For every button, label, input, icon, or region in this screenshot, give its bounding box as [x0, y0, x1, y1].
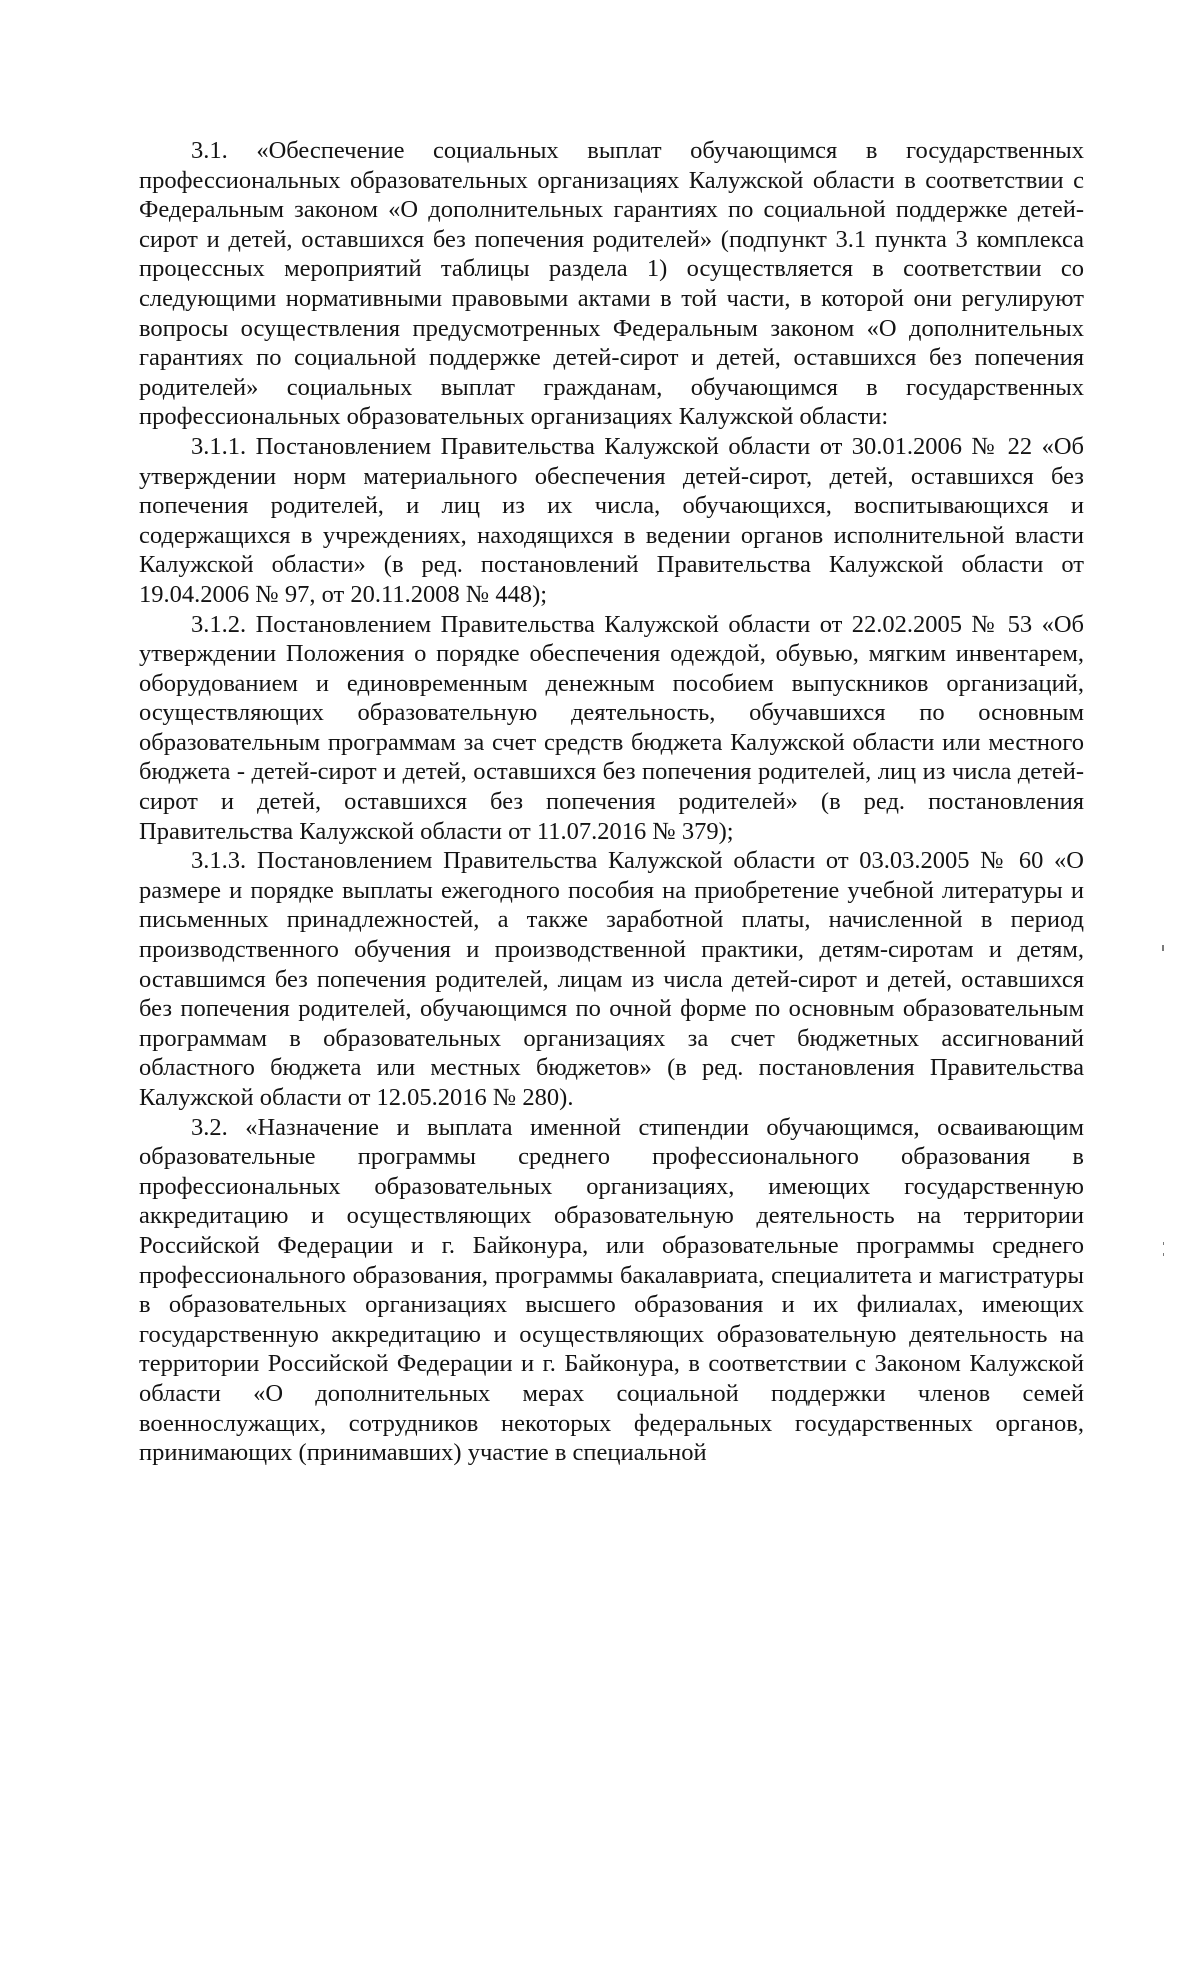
paragraph-3-2: 3.2. «Назначение и выплата именной стипендии обучающимся, осваивающим образовательные программы среднего профессионального образования в профессиональных образовательных организациях, имеющих государственную аккредитацию и осуществляющих образовательную деятельность на территории Российской Федерации и г. Байконура, или образовательные программы среднего профессионального образования, программы бакалавриата, специалитета и магистратуры в образовательных организациях высшего образования и их филиалах, имеющих государственную аккредитацию и осуществляющих образовательную деятельность на территории Российской Федерации и г. Байконура, в соответствии с Законом Калужской области «О дополнительных мерах социальной поддержки членов семей военнослужащих, сотрудников некоторых федеральных государственных органов, принимающих (принимавших) участие в специальной — [139, 1113, 1084, 1467]
scan-speck-mark — [1163, 1253, 1164, 1256]
scan-speck-mark — [1162, 945, 1164, 951]
paragraph-3-1-2: 3.1.2. Постановлением Правительства Калужской области от 22.02.2005 № 53 «Об утверждении Положения о порядке обеспечения одеждой, обувью, мягким инвентарем, оборудованием и единовременным денежным пособием выпускников организаций, осуществляющих образовательную деятельность, обучавшихся по основным образовательным программам за счет средств бюджета Калужской области или местного бюджета - детей-сирот и детей, оставшихся без попечения родителей, лиц из числа детей-сирот и детей, оставшихся без попечения родителей» (в ред. постановления Правительства Калужской области от 11.07.2016 № 379); — [139, 610, 1084, 845]
paragraph-3-1-1: 3.1.1. Постановлением Правительства Калужской области от 30.01.2006 № 22 «Об утверждении норм материального обеспечения детей-сирот, детей, оставшихся без попечения родителей, и лиц из их числа, обучающихся, воспитывающихся и содержащихся в учреждениях, находящихся в ведении органов исполнительной власти Калужской области» (в ред. постановлений Правительства Калужской области от 19.04.2006 № 97, от 20.11.2008 № 448); — [139, 432, 1084, 608]
paragraph-3-1-3: 3.1.3. Постановлением Правительства Калужской области от 03.03.2005 № 60 «О размере и порядке выплаты ежегодного пособия на приобретение учебной литературы и письменных принадлежностей, а также заработной платы, начисленной в период производственного обучения и производственной практики, детям-сиротам и детям, оставшимся без попечения родителей, лицам из числа детей-сирот и детей, оставшихся без попечения родителей, обучающимся по очной форме по основным образовательным программам в образовательных организациях за счет бюджетных ассигнований областного бюджета или местных бюджетов» (в ред. постановления Правительства Калужской области от 12.05.2016 № 280). — [139, 847, 1084, 1111]
paragraph-3-1: 3.1. «Обеспечение социальных выплат обучающимся в государственных профессиональных образовательных организациях Калужской области в соответствии с Федеральным законом «О дополнительных гарантиях по социальной поддержке детей-сирот и детей, оставшихся без попечения родителей» (подпункт 3.1 пункта 3 комплекса процессных мероприятий таблицы раздела 1) осуществляется в соответствии со следующими нормативными правовыми актами в той части, в которой они регулируют вопросы осуществления предусмотренных Федеральным законом «О дополнительных гарантиях по социальной поддержке детей-сирот и детей, оставшихся без попечения родителей» социальных выплат гражданам, обучающимся в государственных профессиональных образовательных организациях Калужской области: — [139, 137, 1084, 431]
document-body — [139, 136, 1084, 1468]
scan-speck-mark — [1163, 1242, 1164, 1245]
